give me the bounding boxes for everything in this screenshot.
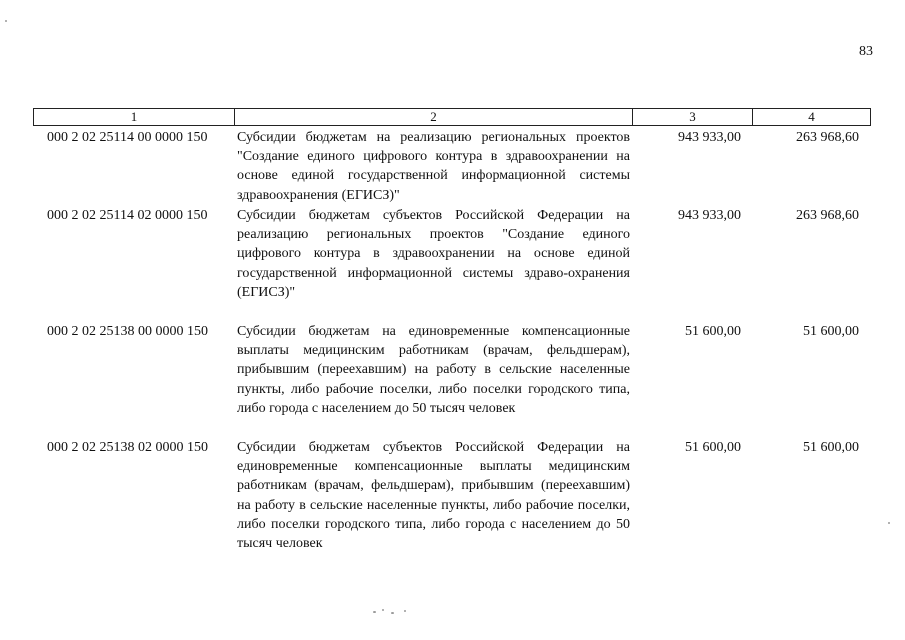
amount-col-3: 943 933,00 [678, 208, 741, 223]
scan-speck [888, 522, 890, 524]
row-description: Субсидии бюджетам субъектов Российской Федерации на единовременные компенсационные выплаты медицинским работникам (врачам, фельдшерам), прибывшим (переехавшим) на работу в сельские населенные пункты, либо рабочие поселки, либо поселки городского типа, либо города с населением до 50 тысяч человек [237, 440, 630, 552]
row-description: Субсидии бюджетам субъектов Российской Федерации на реализацию региональных проектов "Создание единого цифрового контура в здравоохранении на основе единой государственной информационной системы здраво-охранения (ЕГИСЗ)" [237, 208, 630, 300]
budget-code: 000 2 02 25138 00 0000 150 [47, 324, 208, 339]
amount-col-4: 51 600,00 [803, 324, 859, 339]
budget-code: 000 2 02 25138 02 0000 150 [47, 440, 208, 455]
scan-speck [391, 612, 394, 614]
header-col-2: 2 [235, 109, 633, 125]
amount-col-4: 263 968,60 [796, 130, 859, 145]
row-description: Субсидии бюджетам на реализацию региональных проектов "Создание единого цифрового контура в здравоохранении на основе единой государственной информационной системы здравоохранения (ЕГИСЗ)" [237, 130, 630, 203]
budget-code: 000 2 02 25114 00 0000 150 [47, 130, 208, 145]
header-col-1: 1 [34, 109, 235, 125]
header-col-4: 4 [808, 109, 815, 124]
amount-col-4: 263 968,60 [796, 208, 859, 223]
header-col-3: 3 [633, 109, 753, 125]
scan-speck [373, 611, 376, 613]
amount-col-4: 51 600,00 [803, 440, 859, 455]
row-description: Субсидии бюджетам на единовременные компенсационные выплаты медицинским работникам (врачам, фельдшерам), прибывшим (переехавшим) на работу в сельские населенные пункты, либо рабочие поселки, либо поселки городского типа, либо города с населением до 50 тысяч человек [237, 324, 630, 416]
scan-speck [404, 610, 406, 612]
scan-speck [382, 609, 384, 611]
amount-col-3: 51 600,00 [685, 440, 741, 455]
amount-col-3: 51 600,00 [685, 324, 741, 339]
table-header [33, 108, 871, 126]
scan-speck [5, 20, 7, 22]
amount-col-3: 943 933,00 [678, 130, 741, 145]
budget-code: 000 2 02 25114 02 0000 150 [47, 208, 208, 223]
page-number: 83 [859, 44, 873, 59]
